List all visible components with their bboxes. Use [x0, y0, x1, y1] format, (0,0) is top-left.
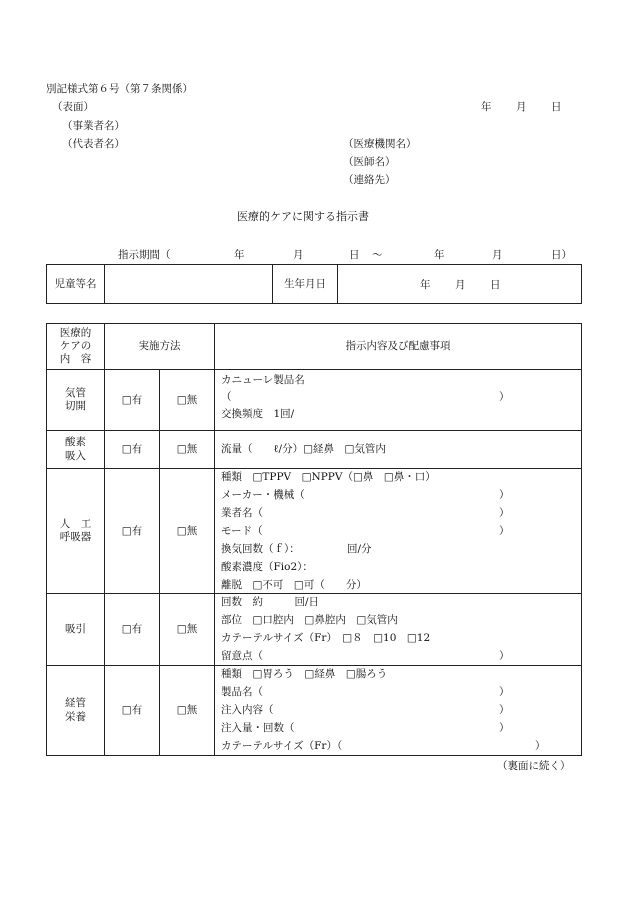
row-tracheostomy [47, 370, 582, 431]
header-instructions: 指示内容及び配慮事項 [215, 324, 582, 370]
business-name: （事業者名） [62, 120, 125, 132]
suction-label: 吸引 [47, 594, 105, 666]
tube-yes-checkbox[interactable]: □有 [105, 666, 160, 756]
dob-field[interactable] [338, 265, 582, 304]
period-month-2: 月 [492, 249, 503, 261]
tube-line-5: カテーテルサイズ（Fr）（ [221, 740, 343, 752]
child-info-table [46, 264, 582, 304]
tube-line-2-close: ） [499, 686, 510, 698]
tube-line-3: 注入内容（ [221, 704, 274, 716]
trach-line-2-close: ） [499, 391, 510, 403]
form-id: 別記様式第６号（第７条関係） [46, 83, 193, 95]
contact: （連絡先） [343, 174, 396, 186]
trach-yes-checkbox[interactable]: □有 [105, 370, 160, 431]
vent-line-4: モード（ [221, 525, 263, 537]
oxygen-label: 酸素 吸入 [47, 431, 105, 469]
representative-name: （代表者名） [62, 138, 125, 150]
period-year-1: 年 [234, 249, 245, 261]
tube-details [215, 666, 582, 756]
trach-details [215, 370, 582, 431]
vent-yes-checkbox[interactable]: □有 [105, 469, 160, 594]
oxygen-details [215, 431, 582, 469]
vent-line-7: 離脱 □不可 □可（ 分） [221, 579, 367, 591]
suction-line-1: 回数 約 回/日 [221, 596, 320, 608]
vent-label: 人 工 呼吸器 [47, 469, 105, 594]
tube-label: 経管 栄養 [47, 666, 105, 756]
tube-line-5-close: ） [535, 740, 546, 752]
doctor-name: （医師名） [343, 156, 396, 168]
tube-line-3-close: ） [499, 704, 510, 716]
date-year: 年 [481, 101, 492, 113]
suction-line-2: 部位 □口腔内 □鼻腔内 □気管内 [221, 614, 398, 626]
suction-yes-checkbox[interactable]: □有 [105, 594, 160, 666]
care-table [46, 323, 582, 756]
tube-line-4: 注入量・回数（ [221, 722, 295, 734]
institution-name: （医療機関名） [343, 138, 417, 150]
suction-no-checkbox[interactable]: □無 [160, 594, 215, 666]
tube-line-2: 製品名（ [221, 686, 263, 698]
table-header-row [47, 324, 582, 370]
tube-line-4-close: ） [499, 722, 510, 734]
trach-line-1: カニューレ製品名 [221, 374, 305, 386]
trach-line-3: 交換頻度 1回/ [221, 408, 295, 420]
period-day-1: 日 [349, 249, 360, 261]
row-suction [47, 594, 582, 666]
continued-note: （裏面に続く） [497, 760, 571, 772]
vent-line-3: 業者名（ [221, 507, 263, 519]
period-tilde: ～ [372, 249, 383, 261]
suction-line-4: 留意点（ [221, 650, 263, 662]
suction-line-4-close: ） [499, 650, 510, 662]
trach-no-checkbox[interactable]: □無 [160, 370, 215, 431]
date-day: 日 [551, 101, 562, 113]
period-year-2: 年 [434, 249, 445, 261]
dob-day: 日 [490, 279, 501, 291]
header-method: 実施方法 [105, 324, 215, 370]
vent-line-3-close: ） [499, 507, 510, 519]
trach-line-2: （ [221, 391, 232, 403]
dob-year: 年 [420, 279, 431, 291]
suction-line-3: カテーテルサイズ（Fr） □８ □10 □12 [221, 632, 431, 644]
period-day-2: 日） [551, 249, 572, 261]
suction-details [215, 594, 582, 666]
child-name-field[interactable] [105, 265, 273, 304]
tube-line-1: 種類 □胃ろう □経鼻 □腸ろう [221, 668, 388, 680]
period-month-1: 月 [293, 249, 304, 261]
child-name-label: 児童等名 [47, 265, 105, 304]
side-label: （表面） [52, 101, 94, 113]
row-ventilator [47, 469, 582, 594]
period-label: 指示期間（ [118, 249, 171, 261]
dob-month: 月 [455, 279, 466, 291]
row-oxygen [47, 431, 582, 469]
row-tube-feeding [47, 666, 582, 756]
vent-line-4-close: ） [499, 525, 510, 537]
oxygen-line-1: 流量（ ℓ/分）□経鼻 □気管内 [221, 443, 386, 455]
vent-line-2-close: ） [499, 489, 510, 501]
vent-line-1: 種類 □TPPV □NPPV（□鼻 □鼻・口） [221, 471, 436, 483]
date-month: 月 [516, 101, 527, 113]
form-title: 医療的ケアに関する指示書 [237, 210, 369, 223]
oxygen-no-checkbox[interactable]: □無 [160, 431, 215, 469]
vent-line-2: メーカー・機械（ [221, 489, 305, 501]
header-care-content: 医療的 ケアの 内 容 [47, 324, 105, 370]
oxygen-yes-checkbox[interactable]: □有 [105, 431, 160, 469]
vent-line-6: 酸素濃度（Fio2）： [221, 561, 313, 573]
vent-line-5: 換気回数（ｆ）： 回/分 [221, 543, 372, 555]
dob-label: 生年月日 [273, 265, 338, 304]
vent-details [215, 469, 582, 594]
trach-label: 気管 切開 [47, 370, 105, 431]
tube-no-checkbox[interactable]: □無 [160, 666, 215, 756]
vent-no-checkbox[interactable]: □無 [160, 469, 215, 594]
